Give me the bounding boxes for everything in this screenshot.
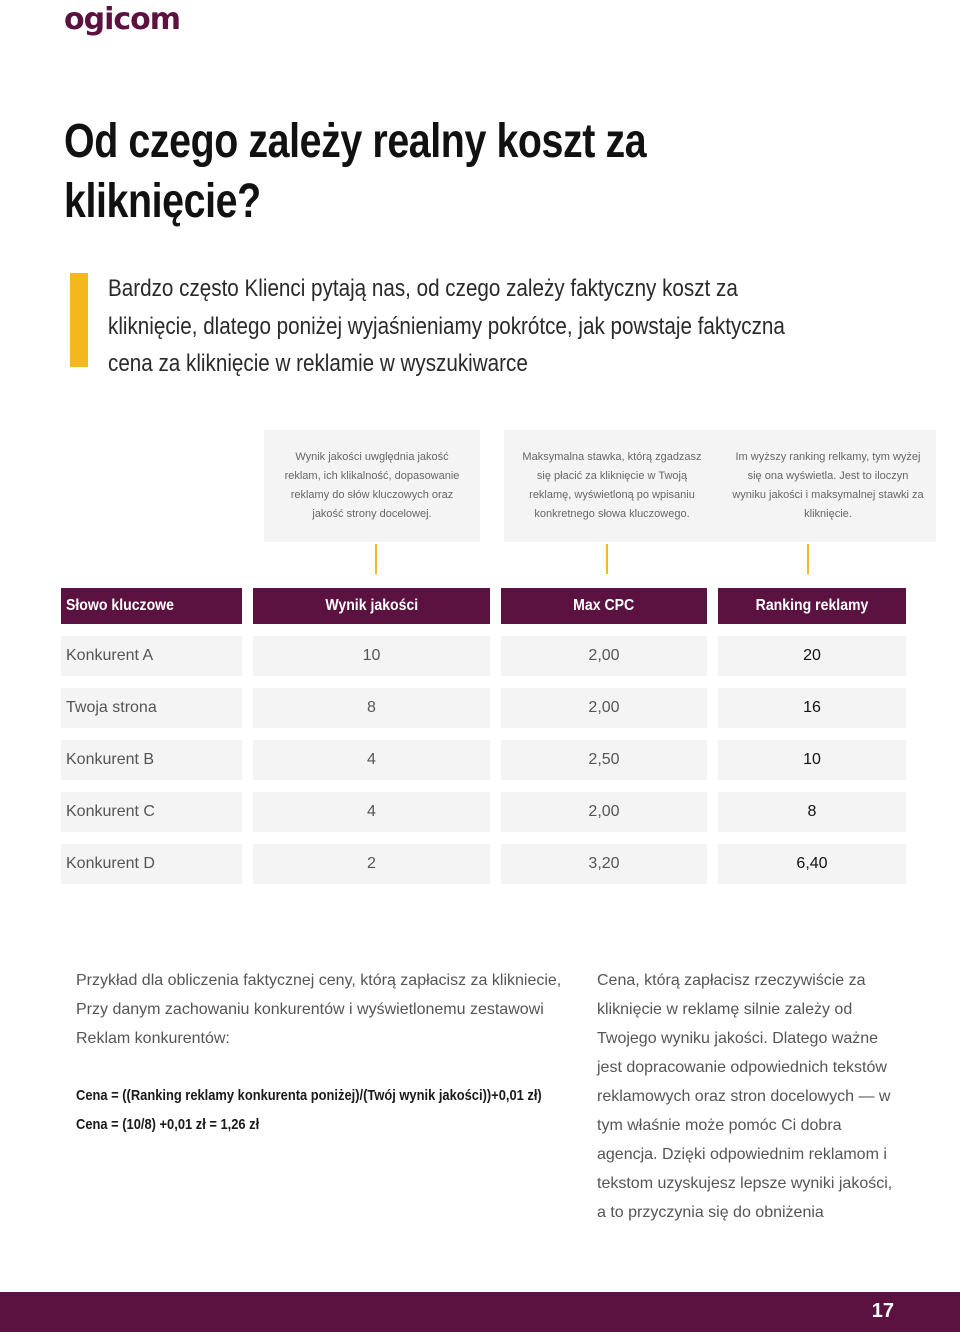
ad-rank-connector — [807, 544, 809, 574]
page-title: Od czego zależy realny koszt za kliknięcie? — [64, 115, 647, 228]
row-5-quality: 2 — [253, 844, 490, 884]
header-keyword: Słowo kluczowe — [61, 588, 242, 624]
quality-score-card — [264, 430, 480, 542]
ad-rank-card — [720, 430, 936, 542]
example-line-1: Przykład dla obliczenia faktycznej ceny, którą zapłacisz za klikniecie, — [76, 972, 562, 989]
price-formula — [76, 1081, 558, 1139]
formula-line-2: Cena = (10/8) +0,01 zł = 1,26 zł — [76, 1116, 260, 1133]
max-cpc-card — [504, 430, 720, 542]
example-line-2: Przy danym zachowaniu konkurentów i wyświetlonemu zestawowi — [76, 1001, 544, 1018]
row-3-rank: 10 — [718, 740, 906, 780]
header-max-cpc: Max CPC — [501, 588, 707, 624]
quality-score-card-text: Wynik jakości uwględnia jakość reklam, ich klikalność, dopasowanie reklamy do słów kluczowych oraz jakość strony docelowej. — [284, 450, 460, 521]
example-line-3: Reklam konkurentów: — [76, 1030, 230, 1047]
row-1-max-cpc: 2,00 — [501, 636, 707, 676]
page-footer — [0, 1292, 960, 1332]
row-2-quality: 8 — [253, 688, 490, 728]
row-5-max-cpc: 3,20 — [501, 844, 707, 884]
row-4-max-cpc: 2,00 — [501, 792, 707, 832]
row-1-keyword: Konkurent A — [61, 636, 242, 676]
row-3-max-cpc: 2,50 — [501, 740, 707, 780]
max-cpc-connector — [606, 544, 608, 574]
row-2-rank: 16 — [718, 688, 906, 728]
quote-accent-bar — [70, 273, 88, 367]
row-4-quality: 4 — [253, 792, 490, 832]
explanation-paragraph: Cena, którą zapłacisz rzeczywiście za kliknięcie w reklamę silnie zależy od Twojego wyniku jakości. Dlatego ważne jest dopracowanie odpowiednich tekstów reklamowych oraz stron docelowych — w tym właśnie może pomóc Ci dobra agencja. Dzięki odpowiednim reklamom i tekstom uzyskujesz lepsze wyniki jakości, a to przyczynia się do obniżenia — [597, 972, 893, 1221]
quality-score-connector — [375, 544, 377, 574]
page-number: 17 — [871, 1300, 894, 1322]
header-quality-score: Wynik jakości — [253, 588, 490, 624]
ogicom-logo: ogicom — [64, 2, 181, 37]
ad-rank-card-text: Im wyższy ranking relkamy, tym wyżej się ona wyświetla. Jest to iloczyn wyniku jakości i maksymalnej stawki za kliknięcie. — [732, 450, 924, 521]
max-cpc-card-text: Maksymalna stawka, którą zgadzasz się płacić za kliknięcie w Twoją reklamę, wyświetloną po wpisaniu konkretnego słowa kluczowego. — [522, 450, 702, 521]
row-4-keyword: Konkurent C — [61, 792, 242, 832]
row-3-quality: 4 — [253, 740, 490, 780]
row-1-quality: 10 — [253, 636, 490, 676]
intro-paragraph: Bardzo często Klienci pytają nas, od czego zależy faktyczny koszt za kliknięcie, dlatego poniżej wyjaśnieniamy pokrótce, jak powstaje faktyczna cena za kliknięcie w reklamie w wyszukiwarce — [108, 275, 785, 377]
row-5-rank: 6,40 — [718, 844, 906, 884]
row-1-rank: 20 — [718, 636, 906, 676]
row-5-keyword: Konkurent D — [61, 844, 242, 884]
row-2-keyword: Twoja strona — [61, 688, 242, 728]
header-ad-rank: Ranking reklamy — [718, 588, 906, 624]
row-2-max-cpc: 2,00 — [501, 688, 707, 728]
row-3-keyword: Konkurent B — [61, 740, 242, 780]
row-4-rank: 8 — [718, 792, 906, 832]
formula-line-1: Cena = ((Ranking reklamy konkurenta poniżej)/(Twój wynik jakości))+0,01 zł) — [76, 1087, 542, 1104]
calculation-example — [76, 966, 576, 1053]
